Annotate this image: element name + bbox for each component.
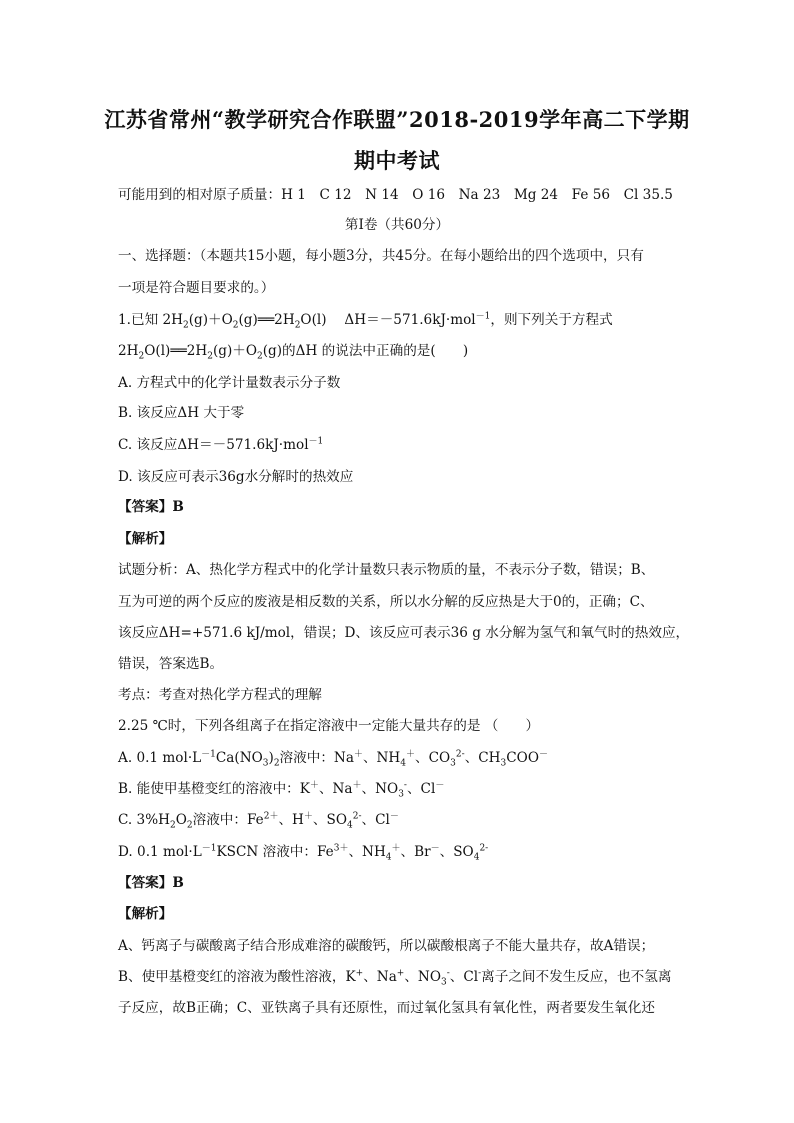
q2-option-d: D. 0.1 $mol\cdot L^{-1}KSCN$ 溶液中：$Fe^{3+}$、$NH_4^+$、Br－、$SO_4^{2-}$ — [118, 843, 489, 863]
q1-analysis-1: 试题分析：A、热化学方程式中的化学计量数只表示物质的量，不表示分子数，错误；B、 — [118, 562, 655, 578]
q1-option-c: C. 该反应ΔH＝－571.6kJ·mol$^{-1}$ — [118, 436, 324, 453]
q1-analysis-4: 错误，答案选B。 — [118, 656, 224, 672]
q2-analysis-1: A、钙离子与碳酸离子结合形成难溶的碳酸钙，所以碳酸根离子不能大量共存，故A错误； — [118, 938, 655, 954]
section-intro-1: 一、选择题：（本题共15小题，每小题3分，共45分。在每小题给出的四个选项中，只有 — [118, 248, 644, 264]
q2-analysis-2: B、使甲基橙变红的溶液为酸性溶液，K+、Na+、$NO_3^-$、Cl-离子之间不发生反应，也不氢离 — [118, 968, 672, 988]
q2-analysis-label: 【解析】 — [118, 906, 173, 922]
q2-stem: 2.25 ℃时，下列各组离子在指定溶液中一定能大量共存的是 （ ） — [118, 718, 540, 734]
q2-analysis-3: 子反应，故B正确；C、亚铁离子具有还原性，而过氧化氢具有氧化性，两者要发生氧化还 — [118, 1000, 655, 1016]
q1-stem-line1: 1.已知 $2H_2(g)+O_2(g)══2H_2O(l)$ ΔH＝－571.6kJ·mol$^{-1}$，则下列关于方程式 — [118, 311, 613, 331]
q1-option-a: A. 方程式中的化学计量数表示分子数 — [118, 375, 341, 391]
q1-answer: 【答案】B — [118, 499, 184, 515]
q1-analysis-3: 该反应ΔH=+571.6 kJ/mol，错误；D、该反应可表示36 g 水分解为氢气和氧气时的热效应， — [118, 625, 690, 641]
q1-analysis-label: 【解析】 — [118, 531, 173, 547]
q1-stem-line2: $2H_2O(l)══2H_2(g)+O_2(g)$的ΔH 的说法中正确的是( ) — [118, 343, 469, 362]
doc-title-line1: 江苏省常州“教学研究合作联盟”2018-2019学年高二下学期 — [104, 107, 690, 132]
volume-title: 第Ⅰ卷（共60分） — [344, 217, 450, 233]
q2-option-a: A. 0.1 $mol\cdot L^{-1}Ca(NO_3)_2$溶液中：Na＋、$NH_4^+$、$CO_3^{2-}$、$CH_3COO^-$ — [118, 749, 548, 769]
q1-point: 考点：考查对热化学方程式的理解 — [118, 687, 322, 703]
q1-option-d: D. 该反应可表示36g水分解时的热效应 — [118, 469, 354, 485]
q1-analysis-2: 互为可逆的两个反应的废液是相反数的关系，所以水分解的反应热是大于0的，正确；C、 — [118, 594, 654, 610]
doc-title-line2: 期中考试 — [354, 148, 440, 173]
q2-option-c: C. $3\%H_2O_2$溶液中：$Fe^{2+}$、H＋、$SO_4^{2-}$、Cl－ — [118, 811, 399, 831]
q2-option-b: B. 能使甲基橙变红的溶液中：K＋、Na＋、$NO_3^-$、Cl－ — [118, 780, 445, 800]
q1-option-b: B. 该反应ΔH 大于零 — [118, 405, 245, 421]
q2-answer: 【答案】B — [118, 875, 184, 891]
atomic-mass-line: 可能用到的相对原子质量：H 1 C 12 N 14 O 16 Na 23 Mg 24 Fe 56 Cl 35.5 — [118, 187, 673, 203]
section-intro-2: 一项是符合题目要求的。） — [118, 280, 275, 296]
